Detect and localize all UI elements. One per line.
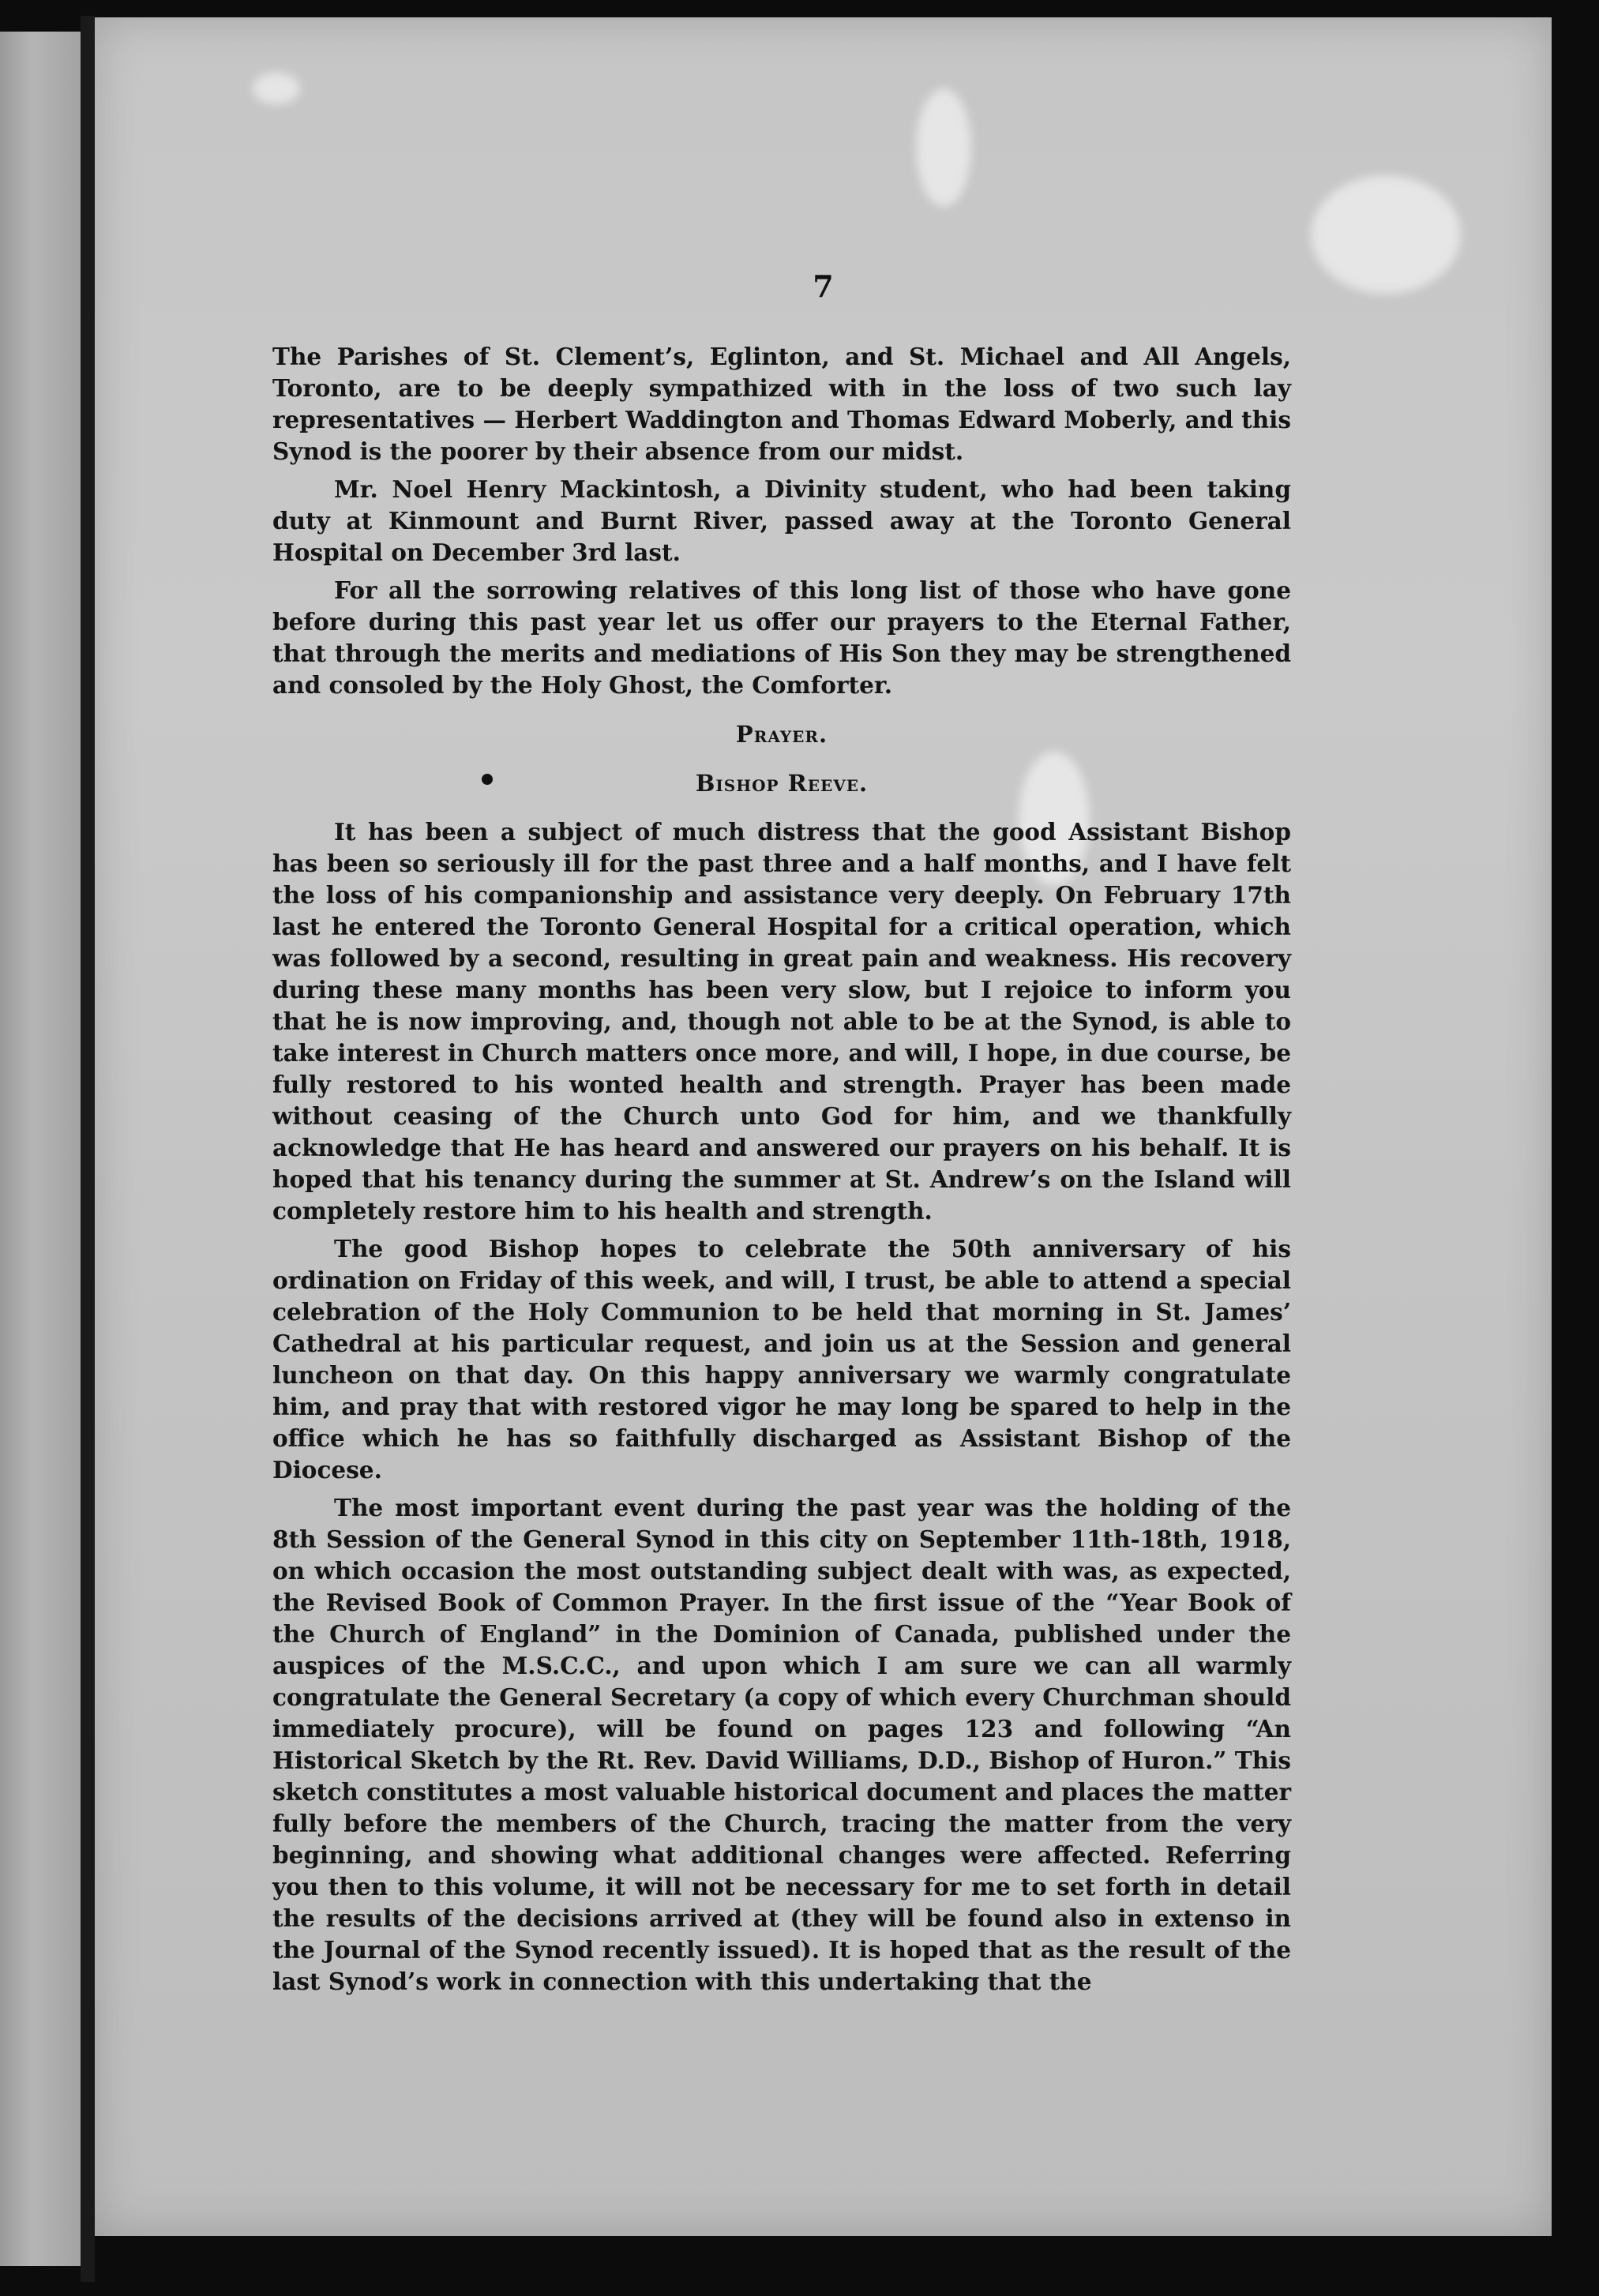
body-text — [272, 341, 1291, 2004]
page-gutter — [81, 16, 95, 2282]
paper-blotch — [253, 73, 300, 104]
previous-page-edge — [0, 32, 81, 2266]
paragraph-parishes: The Parishes of St. Clement’s, Eglinton, and St. Michael and All Angels, Toronto, are to be deeply sympathized with in the loss of two such lay representatives — Herbert Waddington and Thomas Edward Moberly, and this Synod is the poorer by their absence from our midst. — [272, 343, 1291, 465]
heading-bishop-reeve: Bishop Reeve. — [695, 770, 869, 797]
paragraph-anniversary: The good Bishop hopes to celebrate the 50th anniversary of his ordination on Friday of this week, and will, I trust, be able to attend a special celebration of the Holy Communion to be held that morning in St. James’ Cathedral at his particular request, and join us at the Session and general luncheon on that day. On this happy anniversary we warmly congratulate him, and pray that with restored vigor he may long be spared to help in the office which he has so faithfully discharged as Assistant Bishop of the Diocese. — [272, 1235, 1291, 1484]
page-number: 7 — [813, 268, 834, 304]
paragraph-assistant-bishop: It has been a subject of much distress that the good Assistant Bishop has been so seriously ill for the past three and a half months, and I have felt the loss of his companionship and assistance very deeply. On February 17th last he entered the Toronto General Hospital for a critical operation, which was followed by a second, resulting in great pain and weakness. His recovery during these many months has been very slow, but I rejoice to inform you that he is now improving, and, though not able to be at the Synod, is able to take interest in Church matters once more, and will, I hope, in due course, be fully restored to his wonted health and strength. Prayer has been made without ceasing of the Church unto God for him, and we thankfully acknowledge that He has heard and answered our prayers on his behalf. It is hoped that his tenancy during the summer at St. Andrew’s on the Island will completely restore him to his health and strength. — [272, 818, 1291, 1225]
paragraph-prayers: For all the sorrowing relatives of this long list of those who have gone before during this past year let us offer our prayers to the Eternal Father, that through the merits and mediations of His Son they may be strengthened and consoled by the Holy Ghost, the Comforter. — [272, 576, 1291, 699]
document-page — [95, 17, 1552, 2236]
paragraph-general-synod: The most important event during the past year was the holding of the 8th Session of the General Synod in this city on September 11th-18th, 1918, on which occasion the most outstanding subject dealt with was, as expected, the Revised Book of Common Prayer. In the first issue of the “Year Book of the Church of England” in the Dominion of Canada, published under the auspices of the M.S.C.C., and upon which I am sure we can all warmly congratulate the General Secretary (a copy of which every Churchman should immediately procure), will be found on pages 123 and following “An Historical Sketch by the Rt. Rev. David Williams, D.D., Bishop of Huron.” This sketch constitutes a most valuable historical document and places the matter fully before the members of the Church, tracing the matter from the very beginning, and showing what additional changes were affected. Referring you then to this volume, it will not be necessary for me to set forth in detail the results of the decisions arrived at (they will be found also in extenso in the Journal of the Synod recently issued). It is hoped that as the result of the last Synod’s work in connection with this undertaking that the — [272, 1494, 1291, 1995]
paragraph-mackintosh: Mr. Noel Henry Mackintosh, a Divinity student, who had been taking duty at Kinmount and Burnt River, passed away at the Toronto General Hospital on December 3rd last. — [272, 475, 1291, 566]
paper-blotch — [916, 88, 971, 207]
heading-prayer: Prayer. — [735, 721, 828, 748]
